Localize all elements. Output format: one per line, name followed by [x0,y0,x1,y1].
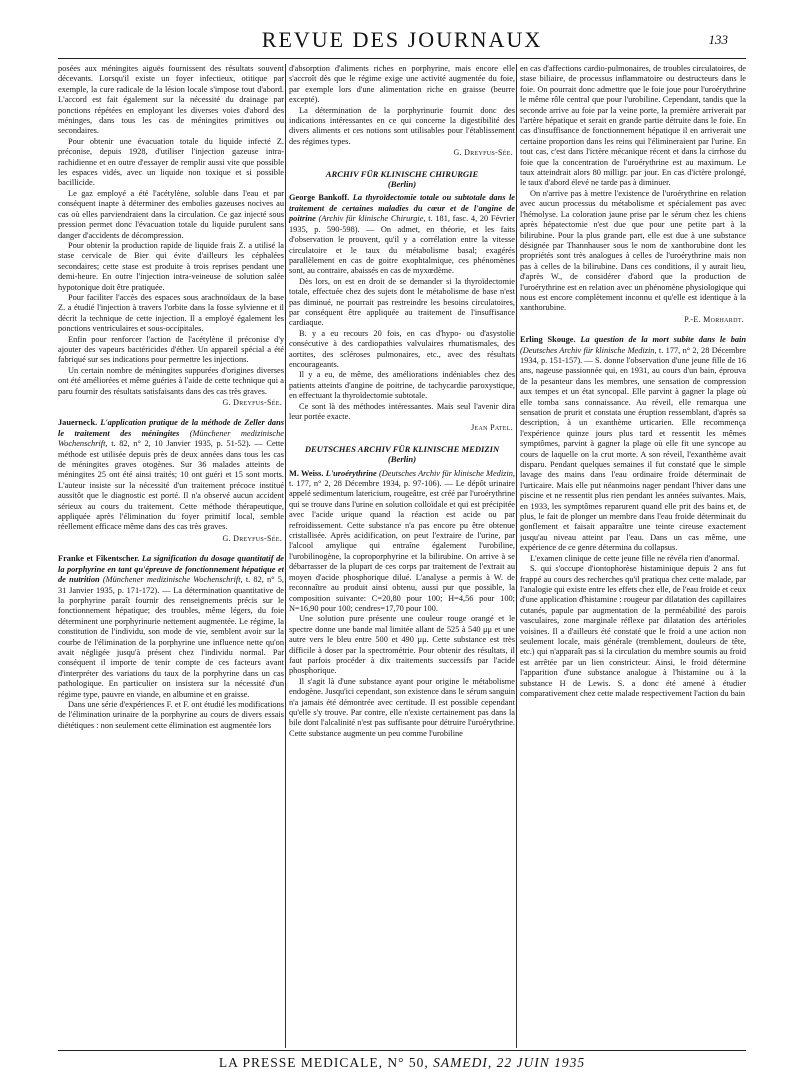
article-author: Erling Skouge. [520,335,576,345]
article-body: t. 181, fasc. 4, 20 Février 1935, p. 590-598). — On admet, en théorie, et les faits d'observation le prouvent, qu'il y a corrélation entre la vitesse circulatoire et le taux du métabolisme basal; exagérés parallèlement en cas de goitre exophtalmique, ces phénomènes sont, au contraire, abaissés en cas de myxœdème. [289,214,515,276]
article [289,469,515,615]
page-number: 133 [708,32,728,47]
article-author: Jauerneck. [58,418,98,428]
signature: G. Dreyfus-Sée. [453,148,513,158]
paragraph: Une solution pure présente une couleur rouge orangé et le spectre donne une bande mal limitée allant de 525 à 540 μμ et une autre vers le bleu entre 500 et 490 μμ. Cette substance est très difficile à doser par la spectrométrie. Pour obtenir des résultats, il faut parfois procéder à dix traitements successifs par l'acide phosphorique. [289,614,515,676]
article-author: George Bankoff. [289,193,350,203]
paragraph: La détermination de la porphyrinurie fournit donc des indications intéressantes en ce qui concerne la digestibilité des divers aliments et ces notions sont utilisables pour l'établissement des régimes types. [289,105,515,146]
section-city: (Berlin) [387,454,417,465]
article [520,335,746,554]
paragraph: posées aux méningites aiguës fournissent des résultats souvent décevants. Lorsqu'il existe un foyer infectieux, otitique par exemple, la cure radicale de la lésion locale s'impose tout d'abord. L'accord est fait également sur la nécessité du drainage par ponctions répétées en employant les diverses voies d'abord des méninges, dans tous les cas de méningites primitives ou secondaires. [58,64,284,136]
paragraph: Enfin pour renforcer l'action de l'acétylène il préconise d'y ajouter des vapeurs bactéricides d'éther. Un appareil spécial a été fabriqué sur ses indications pour permettre les injections. [58,334,284,365]
article-body: t. 82, n° 5, 31 Janvier 1935, p. 171-172). — La détermination quantitative de la porphyrine paraît fournir des renseignements précis sur le fonctionnement hépatique; des troubles, même légers, du foie déterminent une porphyrinurie nettement augmentée. Le régime, la constitution de l'individu, son mode de vie, semblent avoir sur la courbe de l'élimination de la porphyrine une influence nette qu'on avait négligée jusqu'à présent chez l'individu normal. Par conséquent il importe de tenir compte de ces facteurs avant d'interpréter des variations du taux de la porphyrine dans un cas pathologique. En particulier on insistera sur la nécessité d'un régime type, pauvre en viande, en albumine et en graisse. [58,575,284,699]
section-title: DEUTSCHES ARCHIV FÜR KLINISCHE MEDIZIN [304,443,500,454]
journal-title: REVUE DES JOURNAUX [261,27,543,52]
column-1 [58,64,284,1044]
paragraph: L'examen clinique de cette jeune fille ne révéla rien d'anormal. [530,553,740,563]
article-title: L'urοérythrine [325,468,377,478]
header-rule [58,58,746,59]
section-title: ARCHIV FÜR KLINISCHE CHIRURGIE [325,168,479,179]
paragraph: Pour obtenir une évacuation totale du liquide infecté Z. préconise, depuis 1928, d'utiliser l'injection gazeuse intra-rachidienne et en outre d'essayer de remplir aussi vite que possible les espaces vidés, avec un liquide non toxique et si possible bacillicide. [58,136,284,188]
footer-date: SAMEDI, 22 JUIN 1935 [433,1055,586,1070]
paragraph: Dès lors, on est en droit de se demander si la thyroïdectomie totale, effectuée chez des sujets dont le métabolisme de base n'est pas diminué, ne pourrait pas restreindre les besoins circulatoires, par conséquent être appliquée au traitement de l'insuffisance cardiaque. [289,276,515,328]
section-city: (Berlin) [387,179,417,190]
article-title: L'application pratique de la méthode de Zeller dans le traitement des méningites [58,418,284,438]
article-source: (Deutsches Archiv für klinische Medizin, [378,468,515,478]
article-body: t. 177, n° 2, 28 Décembre 1934, p. 151-157). — S. donne l'observation d'une jeune fille de 16 ans, nageuse passionnée qui, en 1931, au cours d'un bain, éprouva de la pesanteur dans les membres, une sensation de compression aux tempes et un état syncopal. Elle parvint à gagner la plage où elle tomba sans connaissance. Au réveil, elle remarqua une sensation de prurit et constata une éruption ressemblant, d'après sa description, à un exanthème urticarien. Elle recommença l'expérience quinze jours plus tard et ressentit les mêmes symptômes, parvint à gagner la plage où elle fit une syncope au cours de laquelle on la crut morte. A son réveil, l'exanthème avait disparu. Pendant quelques semaines il fut constaté que le simple lavage des mains dans l'eau ordinaire froide déterminait de l'urticaire. Mais elle put néanmoins nager pendant l'hiver dans une piscine et ne ressentit plus rien pendant les années suivantes. Mais, en 1933, les symptômes reparurent quand elle prit des bains et, de plus, le fait de plonger un membre dans l'eau froide déterminait du gonflement et faisait apparaître une teinte cireuse exactement jusqu'au niveau atteint par l'eau. Dans un cas même, une expérience de ce genre détermina du collapsus. [520,345,746,553]
article [289,193,515,276]
article-body: t. 82, n° 2, 10 Janvier 1935, p. 51-52). — Cette méthode est utilisée depuis près de deux années dans tous les cas de méningites graves otogènes. Sur 36 malades atteints de méningites 25 ont été ainsi traités; 10 ont guéri et 15 sont morts. L'auteur insiste sur la nécessité d'un traitement précoce institué aussitôt que le diagnostic est porté. Il n'a observé aucun accident sérieux au cours du traitement. Cette méthode thérapeutique, appliquée après l'élimination du foyer primitif local, semble réellement efficace même dans des cas très graves. [58,439,284,532]
column-2 [289,64,515,1044]
article-title: La thyroïdectomie totale ou subtotale dans le traitement de certaines maladies du cœur et de l'angine de poitrine [289,193,515,224]
signature: G. Dreyfus-Sée. [222,533,282,543]
paragraph: Le gaz employé a été l'acétylène, soluble dans l'eau et par conséquent inapte à déterminer des embolies gazeuses nocives au cas où elles parviendraient dans la circulation. Ce gaz injecté sous pression permet donc l'évacuation totale du liquide purulent sans danger d'accidents de décompression. [58,188,284,240]
paragraph: Il s'agit là d'une substance ayant pour origine le métabolisme endogène. Jusqu'ici cependant, son existence dans le sérum sanguin n'a jamais été démontrée avec certitude. Il est possible cependant qu'elle s'y trouve. Par contre, elle n'existe certainement pas dans la bile dont l'alcalinité n'est pas suffisante pour détruire l'uroérythrine. Cette substance augmente un peu comme l'urobiline [289,676,515,738]
paragraph: B. y a eu recours 20 fois, en cas d'hypo- ou d'asystolie consécutive à des cardiopathies valvulaires rhumatismales, des aortites, des scléroses pulmonaires, etc., avec des résultats encourageants. [289,328,515,369]
paragraph: Pour obtenir la production rapide de liquide frais Z. a utilisé la stase cervicale de Bier qui évite d'ailleurs les céphalées secondaires; cette stase est produite à trois reprises pendant une demi-heure. En outre l'injection intra-veineuse de solution salée hypotonique doit être pratiquée. [58,240,284,292]
section-heading [289,169,515,190]
page-footer [58,1055,746,1071]
article-author: M. Weiss. [289,468,324,478]
column-divider [516,64,517,1048]
column-3 [520,64,746,1044]
page-header [58,28,746,52]
article-author: Franke et Fikentscher. [58,554,140,564]
article-source: (Münchener medizinische Wochenschrift, [102,575,243,585]
paragraph: Pour faciliter l'accès des espaces sous arachnoïdaux de la base Z. a étudié l'injection à travers l'orbite dans la fosse sylvienne et il décrit la technique de cette injection. Il a employé également les ponctions ventriculaires et sous-occipitales. [58,292,284,334]
article-source: (Münchener medizinische Wochenschrift, [58,428,284,449]
article-source: (Archiv für klinische Chirurgie, [318,214,426,224]
signature: P.-E. Morhardt. [684,314,744,324]
article-body: t. 177, n° 2, 28 Décembre 1934, p. 97-106). — Le dépôt urinaire appelé sedimentum latericium, rougeâtre, est créé par l'uroérythrine qui se trouve dans l'urine en solution colloïdale et qui est précipitée avec l'acide urique quand la réaction est acide ou par refroidissement. Cette substance n'a pas encore pu être obtenue cristallisée. Après acidification, on peut l'extraire de l'urine, par l'alcool amylique qui entraîne également l'urobiline, l'urobilinogène, la coproporphyrine et la bilirubine. On arrive à se débarrasser de la plupart de ces corps par traitement de l'extrait au moyen d'acide phosphorique dilué. L'analyse a permis à W. de reconnaître au produit ainsi obtenu, aussi pur que possible, la composition suivante: C=20,80 pour 100; H=4,56 pour 100; N=16,90 pour 100; cendres=17,70 pour 100. [289,479,515,613]
column-divider [285,64,286,1048]
paragraph: Un certain nombre de méningites suppurées d'origines diverses ont été améliorées et même guéries à l'aide de cette technique qui a paru fournir des résultats satisfaisants dans des cas très graves. [58,365,284,396]
footer-publication: LA PRESSE MEDICALE, N° 50, [218,1055,429,1070]
article-title: La signification du dosage quantitatif de la porphyrine en tant qu'épreuve de fonctionnement hépatique et de nutrition [58,554,284,585]
article-source: (Deutsches Archiv für klinische Medizin, [520,345,657,355]
section-heading [289,444,515,465]
footer-rule [58,1050,746,1051]
paragraph: On n'arrive pas à mettre l'existence de l'uroérythrine en relation avec aucun processus du métabolisme et spécialement pas avec l'hémolyse. La coloration jaune prise par le sérum chez les chiens après hépatectomie n'est due que pour une petite part à la bilirubine. Pour la plus grande part, elle est due à une substance désignée par Thannhauser sous le nom de xanthorubine dont les propriétés sont très analogues à celles de l'uroérythrine mais non pas à celles de la bilirubine. Dans ces conditions, il y aurait lieu, d'après W., de considérer d'abord que la production de l'uroérythrine est en relation avec un phénomène physiologique qui nous est encore complètement inconnu et qu'elle est identique à la xanthorubine. [520,188,746,313]
paragraph: Dans une série d'expériences F. et F. ont étudié les modifications de l'élimination urinaire de la porphyrine au cours de divers essais diététiques : non seulement cette élimination est augmentée lors [58,699,284,730]
paragraph: Il y a eu, de même, des améliorations indéniables chez des patients atteints d'angine de poitrine, de tachycardie paroxystique, en effectuant la thyroïdectomie subtotale. [289,370,515,401]
article-title: La question de la mort subite dans le bain [580,335,746,345]
signature: G. Dreyfus-Sée. [222,398,282,407]
paragraph: en cas d'affections cardio-pulmonaires, de troubles circulatoires, de stase biliaire, de processus inflammatoire ou destructeurs dans le foie. On pourrait donc admettre que le foie joue pour l'uroérythrine le même rôle central que pour l'urobiline. Cependant, tandis que la seconde arrive au foie par la veine porte, la première arriverait par l'artère hépatique et serait en grande partie détruite dans le foie. En cas d'insuffisance de fonctionnement hépatique il en arriverait une certaine proportion dans les reins qui l'élimineraient par l'urine. En tout cas, c'est dans l'ictère mécanique récent et dans la cirrhose du foie que la concentration de l'uroérythrine est au maximum. Le taux atteindrait alors 80 milligr. par jour. En cas d'ictère prolongé, le taux d'abord élevé ne tarde pas à diminuer. [520,64,746,188]
signature: Jean Patel. [471,423,513,433]
paragraph: d'absorption d'aliments riches en porphyrine, mais encore elle s'accroît dès que le régime exige une activité augmentée du foie, par exemple lors d'une alimentation riche en graisse (beurre excepté). [289,64,515,105]
article [58,418,284,532]
paragraph: Ce sont là des méthodes intéressantes. Mais seul l'avenir dira leur portée exacte. [289,401,515,421]
article [58,554,284,700]
paragraph: S. qui s'occupe d'iontophorèse histaminique depuis 2 ans fut frappé au cours des recherches qu'il pratiqua chez cette malade, par l'analogie qui existe entre les effets chez elle, de l'eau froide et ceux d'une application d'histamine : rougeur par dilatation des capillaires cutanés, papule par augmentation de la perméabilité des parois vasculaires, zone marginale réflexe par dilatation des artérioles voisines. Il a d'ailleurs été constaté que le froid a une action non seulement locale, mais générale (tremblement, douleurs de tête, etc.) qui n'apparaît pas si la circulation du membre soumis au froid est arrêtée par un lien constricteur. Ainsi, le froid détermine l'apparition d'une substance analogue à l'histamine ou à la substance H de Lewis. S. a donc été amené à étudier comparativement chez cette malade respectivement l'action du bain [520,564,746,698]
